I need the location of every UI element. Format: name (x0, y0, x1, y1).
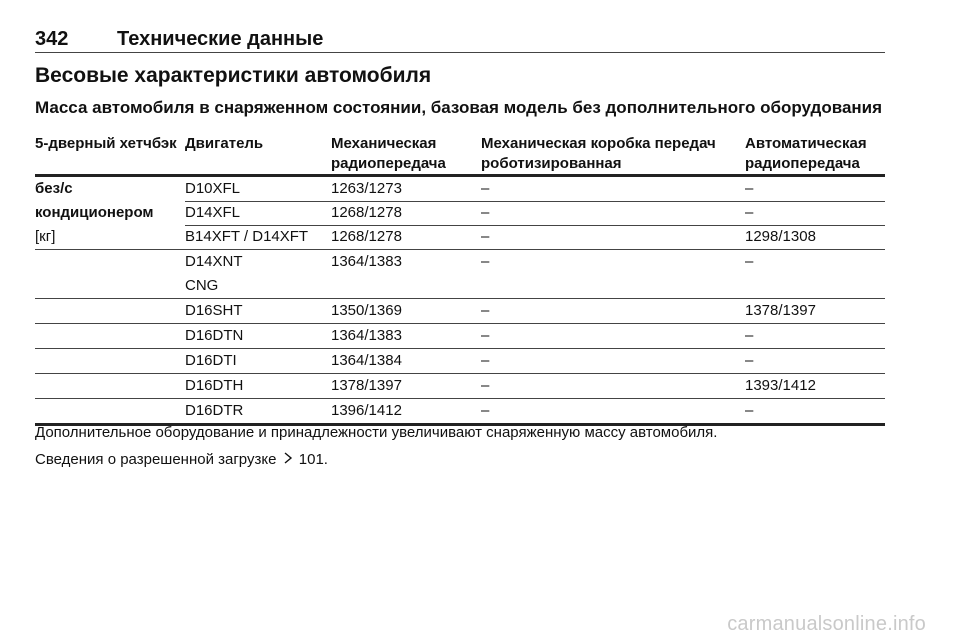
engine-cell: B14XFT / D14XFT (185, 228, 309, 245)
chapter-title: Технические данные (117, 28, 324, 50)
watermark: carmanualsonline.info (727, 613, 926, 635)
page-number: 342 (35, 28, 69, 50)
row-label-line: [кг] (35, 228, 56, 245)
table-row (35, 399, 885, 426)
engine-cell: D16SHT (185, 302, 243, 319)
manual-cell: 1364/1383 (331, 253, 402, 270)
table-row (35, 250, 885, 299)
robotized-cell: – (481, 228, 490, 245)
table-row (35, 225, 885, 250)
automatic-cell: – (745, 327, 754, 344)
row-label-line: кондиционером (35, 204, 154, 221)
engine-cell: D16DTI (185, 352, 237, 369)
page-reference-link[interactable]: 101. (298, 451, 328, 468)
notes (35, 423, 885, 476)
table-row (35, 177, 885, 201)
column-header-body-type: 5-дверный хетчбэк (35, 135, 177, 152)
automatic-cell: 1298/1308 (745, 228, 816, 245)
automatic-cell: – (745, 352, 754, 369)
section-title: Весовые характеристики автомобиля (35, 64, 432, 87)
table-row (35, 299, 885, 324)
weights-table (35, 177, 885, 426)
manual-cell: 1350/1369 (331, 302, 402, 319)
row-label-line: без/с (35, 180, 73, 197)
robotized-cell: – (481, 253, 490, 270)
automatic-cell: 1393/1412 (745, 377, 816, 394)
robotized-cell: – (481, 352, 490, 369)
table-row (35, 349, 885, 374)
table-header (35, 132, 885, 177)
automatic-cell: – (745, 253, 754, 270)
column-header-engine: Двигатель (185, 135, 264, 152)
manual-cell: 1263/1273 (331, 180, 402, 197)
manual-cell: 1268/1278 (331, 204, 402, 221)
column-header-manual: Механическая радиопередача (331, 135, 446, 172)
engine-cell: D14XNT CNG (185, 253, 243, 294)
engine-cell: D14XFL (185, 204, 241, 221)
robotized-cell: – (481, 327, 490, 344)
manual-cell: 1378/1397 (331, 377, 402, 394)
page-reference-arrow-icon (283, 449, 293, 469)
automatic-cell: 1378/1397 (745, 302, 816, 319)
robotized-cell: – (481, 204, 490, 221)
automatic-cell: – (745, 204, 754, 221)
column-header-robotized: Механическая коробка передач роботизированная (481, 135, 716, 172)
note-equipment: Дополнительное оборудование и принадлежности увеличивают снаряженную массу автомобиля. (35, 424, 718, 441)
manual-cell: 1396/1412 (331, 402, 402, 419)
manual-cell: 1268/1278 (331, 228, 402, 245)
robotized-cell: – (481, 180, 490, 197)
note-load-text: Сведения о разрешенной загрузке (35, 451, 277, 468)
note-load-reference (35, 449, 885, 470)
engine-cell: D10XFL (185, 180, 241, 197)
engine-cell: D16DTN (185, 327, 244, 344)
subsection-title: Масса автомобиля в снаряженном состоянии, базовая модель без дополнительного оборудования (35, 98, 883, 117)
table-row (35, 201, 885, 225)
manual-cell: 1364/1384 (331, 352, 402, 369)
table-row (35, 324, 885, 349)
table-row (35, 374, 885, 399)
robotized-cell: – (481, 302, 490, 319)
engine-cell: D16DTH (185, 377, 244, 394)
robotized-cell: – (481, 377, 490, 394)
engine-cell: D16DTR (185, 402, 244, 419)
automatic-cell: – (745, 180, 754, 197)
automatic-cell: – (745, 402, 754, 419)
column-header-automatic: Автоматическая радиопередача (745, 135, 867, 172)
manual-cell: 1364/1383 (331, 327, 402, 344)
robotized-cell: – (481, 402, 490, 419)
page-header (35, 27, 885, 53)
